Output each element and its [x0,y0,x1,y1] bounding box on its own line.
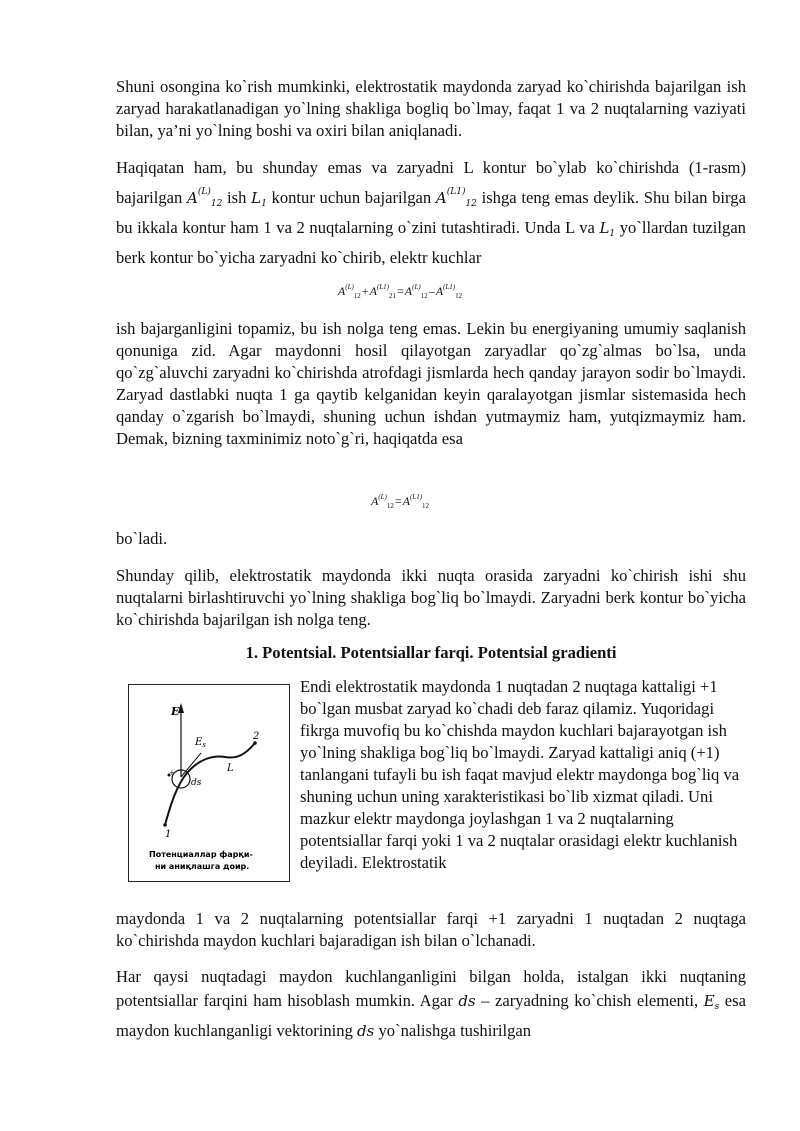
section-heading: 1. Potentsial. Potentsiallar farqi. Potentsial gradienti [245,643,617,662]
figure-caption-line-1: Потенциаллар фарқи- [149,850,253,859]
text-fragment: esa maydon kuchlanganligi vektorining [116,991,746,1040]
figure-diagram [129,685,289,881]
text-fragment: – zaryadning ko`chish elementi, [481,991,699,1010]
paragraph-potential-definition: Endi elektrostatik maydonda 1 nuqtadan 2 nuqtaga kattaligi +1 bo`lgan musbat zaryad ko`chadi deb faraz qilamiz. Yuqoridagi fikrga muvofiq bu ko`chishda maydon kuchlari bajarayotgan ish yo`lning shakliga bog`liq bo`lmaydi. Zaryad kattaligi aniq (+1) tanlangani tufayli bu ish faqat mavjud elektr maydonga bog`liq va shuning uchun uning xarakteristikasi bo`lib xizmat qiladi. Uni mazkur elektr maydonga joylashgan 1 va 2 nuqtalarning potentsiallar farqi yoki 1 va 2 nuqtalar orasidagi elektr kuchlanish deyiladi. Elektrostatik [300,677,740,872]
equation-closed-loop-work: $A^{(L)}_{12}+A^{(L1)}_{21}=A^{(L)}_{12}-A^{(L1)}_{12}$ [337,283,463,300]
figure-potential-difference [128,684,290,882]
text-fragment: ishga teng emas deylik. Shu bilan birga bu ikkala kontur ham 1 va 2 nuqtalarning o`zini tutashtiradi. Unda L va [116,188,746,237]
text-fragment: Har qaysi nuqtadagi maydon kuchlanganligini bilgan holda, istalgan ikki nuqtaning potentsiallar farqini ham hisoblash mumkin. Agar [116,967,746,1010]
text-fragment: yo`llardan tuzilgan berk kontur bo`yicha zaryadni ko`chirib, elektr kuchlar [116,218,746,267]
label-point-1: 1 [165,829,172,840]
charge-sign: + [169,769,175,777]
paragraph-field-strength [116,965,746,1043]
paragraph-energy-conservation: ish bajarganligini topamiz, bu ish nolga teng emas. Lekin bu energiyaning umumiy saqlanish qonuniga zid. Agar maydonni hosil qilayotgan zaryadlar qo`zg`almas bo`lsa, unda qo`zg`aluvchi zaryadni ko`chirishda atrofdagi jismlarda hech qanday jarayon sodir bo`lmaydi. Zaryad dastlabki nuqta 1 ga qaytib kelganidan keyin qaralayotgan jismlar sistemasida hech qanday o`zgarish bo`lmaydi, shuning uchun ishdan yutmaymiz ham, yutqizmaymiz ham. Demak, bizning taxminimiz noto`g`ri, haqiqatda esa [116,319,746,448]
label-l: L [227,763,234,774]
label-e: E [171,705,180,718]
label-ds: ds [191,778,202,788]
text-fragment: kontur uchun bajarilgan [271,188,432,207]
paragraph-summary: Shunday qilib, elektrostatik maydonda ikki nuqta orasida zaryadni ko`chirish ishi shu nuqtalarni birlashtiruvchi yo`lning shakliga bog`liq bo`lmaydi. Zaryadni berk kontur bo`yicha ko`chirishda bajarilgan ish nolga teng. [116,566,746,629]
symbol-ds: ds [458,992,476,1010]
label-es: $E_s$ [195,737,206,749]
text-fragment: yo`nalishga tushirilgan [378,1021,532,1040]
text-fragment: Haqiqatan ham, bu shunday emas va zaryadni L kontur bo`ylab ko`chirishda (1-rasm) bajarilgan [116,158,746,207]
work-A12-L1: $A^{(L1)}_{12}$ [435,187,477,209]
work-A12-L: $A^{(L)}_{12}$ [187,187,223,209]
paragraph-path-independence: Shuni osongina ko`rish mumkinki, elektrostatik maydonda zaryad ko`chirishda bajarilgan ish zaryad harakatlanadigan yo`lning shakliga bogliq bo`lmay, faqat 1 va 2 nuqtalarning vaziyati bilan, ya’ni yo`lning boshi va oxiri bilan aniqlanadi. [116,77,746,140]
paragraph-conclusion-short: bo`ladi. [116,529,168,548]
point-1-dot [163,823,167,827]
contour-L1: $L_1$ [251,189,267,209]
path-l-curve [165,743,255,825]
paragraph-assumption [116,156,746,270]
text-fragment: ish [227,188,247,207]
figure-caption-line-2: ни аниқлашга доир. [155,862,250,871]
label-point-2: 2 [253,731,260,742]
paragraph-potential-definition-continued: maydonda 1 va 2 nuqtalarning potentsiallar farqi +1 zaryadni 1 nuqtadan 2 nuqtaga ko`chirishda maydon kuchlari bajaradigan ish bilan o`lchanadi. [116,909,746,950]
symbol-ds: ds [357,1022,375,1040]
symbol-es: $E_s$ [703,992,720,1012]
equation-work-equality: $A^{(L)}_{12}=A^{(L1)}_{12}$ [370,493,430,510]
es-vector-line [181,753,201,777]
contour-L1: $L_1$ [599,219,616,239]
